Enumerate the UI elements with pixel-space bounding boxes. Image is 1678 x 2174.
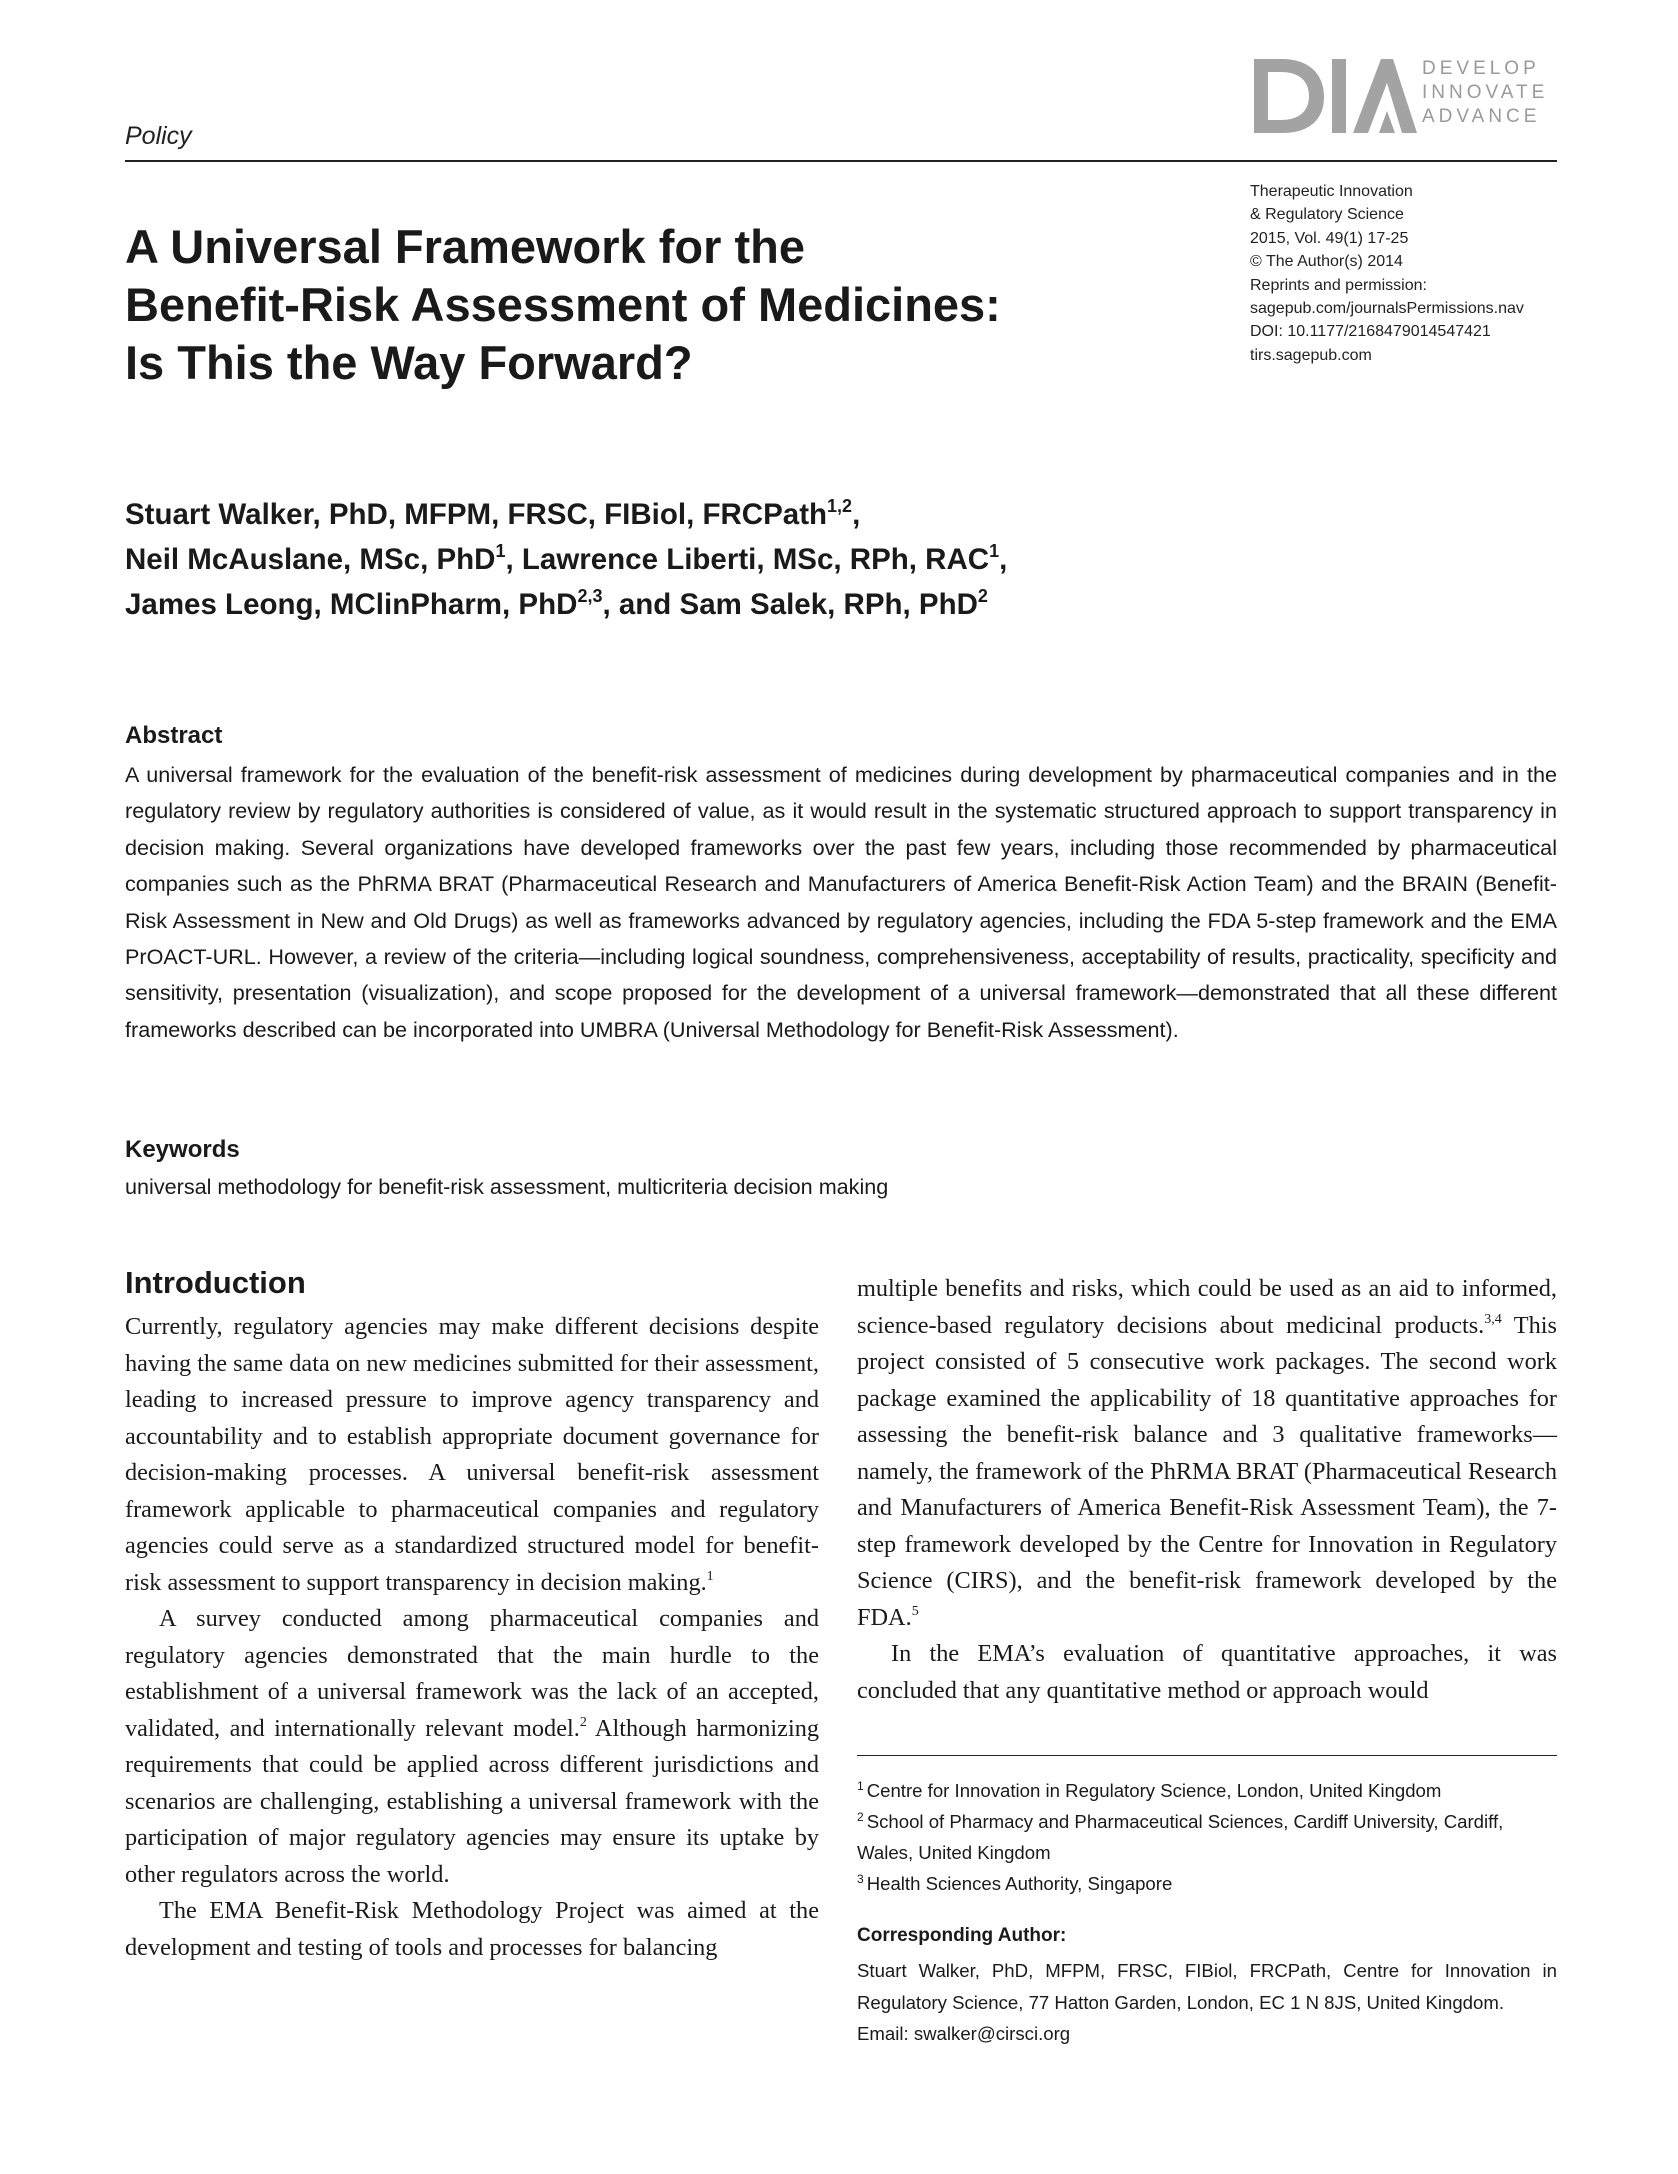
author-name: Lawrence Liberti, MSc, RPh, RAC [521,543,990,576]
author-name: Neil McAuslane, MSc, PhD [125,543,496,576]
journal-info-line: & Regulatory Science [1250,206,1404,224]
author-separator: , and [602,588,672,621]
body-paragraph [125,1601,819,1893]
author-line [125,537,1225,582]
author-affiliation: 2 [977,586,988,606]
dia-logo-mark [1252,55,1417,135]
author-list [125,492,1225,627]
body-paragraph [857,1636,1557,1709]
logo-tagline-line: DEVELOP [1422,58,1540,79]
footnote-number: 1 [857,1779,864,1793]
paragraph-text: Although harmonizing requirements that could be applied across different jurisdictions and scenarios are challenging, establishing a universal framework with the participation of major regulatory agencies may ensure its uptake by other regulators across the world. [125,1714,819,1888]
body-column-right [857,1271,1557,1709]
journal-info-line: Reprints and permission: [1250,276,1427,294]
journal-info-line: 2015, Vol. 49(1) 17-25 [1250,229,1409,247]
author-separator: , [852,498,861,531]
footnote [857,1775,1557,1806]
body-column-left [125,1309,819,1966]
introduction-heading: Introduction [125,1265,306,1300]
keywords-text: universal methodology for benefit-risk assessment, multicriteria decision making [125,1174,889,1199]
paragraph-text: The EMA Benefit-Risk Methodology Project was aimed at the development and testing of tools and processes for balancing [125,1897,819,1961]
corresponding-author-address: Stuart Walker, PhD, MFPM, FRSC, FIBiol, FRCPath, Centre for Innovation in Regulatory Science, 77 Hatton Garden, London, EC 1 N 8JS, United Kingdom. [857,1960,1557,2013]
title-line: Is This the Way Forward? [125,336,693,389]
footnote-rule [857,1755,1557,1756]
keywords-heading: Keywords [125,1136,240,1163]
paragraph-text: Currently, regulatory agencies may make different decisions despite having the same data on new medicines submitted for their assessment, leading to increased pressure to improve agency transparency and accountability and to establish appropriate document governance for decision-making processes. A universal benefit-risk assessment framework applicable to pharmaceutical companies and regulatory agencies could serve as a standardized structured model for benefit-risk assessment to support transparency in decision making. [125,1313,819,1596]
body-paragraph [125,1309,819,1601]
author-affiliation: 1,2 [827,496,853,516]
author-name: Stuart Walker, PhD, MFPM, FRSC, FIBiol, FRCPath [125,498,828,531]
title-line: Benefit-Risk Assessment of Medicines: [125,278,1001,331]
footnote-text: Centre for Innovation in Regulatory Science, London, United Kingdom [866,1780,1442,1801]
section-label: Policy [125,122,192,150]
author-affiliation: 2,3 [577,586,603,606]
citation-ref[interactable]: 2 [579,1714,587,1730]
logo-tagline [1422,57,1548,129]
journal-info-line: Therapeutic Innovation [1250,183,1413,200]
journal-info-line: © The Author(s) 2014 [1250,253,1403,271]
journal-info [1250,180,1524,367]
title-line: A Universal Framework for the [125,220,805,273]
footnote-number: 3 [857,1872,864,1886]
corresponding-author-email[interactable]: Email: swalker@cirsci.org [857,2023,1071,2044]
affiliation-footnotes [857,1775,1557,1899]
citation-ref[interactable]: 5 [911,1603,919,1619]
author-affiliation: 1 [495,541,506,561]
abstract-heading: Abstract [125,722,223,749]
abstract-text: A universal framework for the evaluation of the benefit-risk assessment of medicines during development by pharmaceutical companies and in the regulatory review by regulatory authorities is considered of value, as it would result in the systematic structured approach to support transparency in decision making. Several organizations have developed frameworks over the past few years, including those recommended by pharmaceutical companies such as the PhRMA BRAT (Pharmaceutical Research and Manufacturers of America Benefit-Risk Action Team) and the BRAIN (Benefit-Risk Assessment in New and Old Drugs) as well as frameworks advanced by regulatory agencies, including the FDA 5-step framework and the EMA PrOACT-URL. However, a review of the criteria—including logical soundness, comprehensiveness, acceptability of results, practicality, specificity and sensitivity, presentation (visualization), and scope proposed for the development of a universal framework—demonstrated that all these different frameworks described can be incorporated into UMBRA (Universal Methodology for Benefit-Risk Assessment). [125,762,1557,1042]
author-name: Sam Salek, RPh, PhD [679,588,978,621]
author-affiliation: 1 [989,541,1000,561]
paragraph-text: A survey conducted among pharmaceutical companies and regulatory agencies demonstrated that the main hurdle to the establishment of a universal framework was the lack of an accepted, validated, and internationally relevant model. [125,1605,819,1742]
body-paragraph [125,1893,819,1966]
logo-tagline-line: ADVANCE [1422,106,1541,127]
journal-info-link[interactable]: sagepub.com/journalsPermissions.nav [1250,300,1524,318]
footnote [857,1868,1557,1899]
author-name: James Leong, MClinPharm, PhD [125,588,578,621]
paragraph-text: This project consisted of 5 consecutive work packages. The second work package examined the applicability of 18 quantitative approaches for assessing the benefit-risk balance and 3 qualitative frameworks—namely, the framework of the PhRMA BRAT (Pharmaceutical Research and Manufacturers of America Benefit-Risk Assessment Team), the 7-step framework developed by the Centre for Innovation in Regulatory Science (CIRS), and the benefit-risk framework developed by the FDA. [857,1311,1557,1631]
citation-ref[interactable]: 1 [706,1568,714,1584]
author-line [125,582,1225,627]
author-separator: , [999,543,1008,576]
paragraph-text: In the EMA’s evaluation of quantitative approaches, it was concluded that any quantitative method or approach would [857,1640,1557,1704]
body-paragraph [857,1271,1557,1636]
corresponding-author-heading: Corresponding Author: [857,1925,1067,1946]
header-rule [125,160,1557,162]
author-line [125,492,1225,537]
logo-tagline-line: INNOVATE [1422,82,1549,103]
dia-logo [1252,55,1562,135]
article-title [125,218,1085,392]
footnote [857,1806,1557,1868]
paragraph-text: multiple benefits and risks, which could be used as an aid to informed, science-based regulatory decisions about medicinal products. [857,1275,1557,1339]
journal-info-link[interactable]: tirs.sagepub.com [1250,346,1372,364]
footnote-number: 2 [857,1810,864,1824]
citation-ref[interactable]: 3,4 [1484,1311,1502,1327]
author-separator: , [505,543,514,576]
footnote-text: School of Pharmacy and Pharmaceutical Sciences, Cardiff University, Cardiff, Wales, United Kingdom [857,1811,1504,1863]
corresponding-author-details [857,1955,1557,2050]
footnote-text: Health Sciences Authority, Singapore [866,1873,1173,1894]
journal-info-doi[interactable]: DOI: 10.1177/2168479014547421 [1250,323,1491,341]
